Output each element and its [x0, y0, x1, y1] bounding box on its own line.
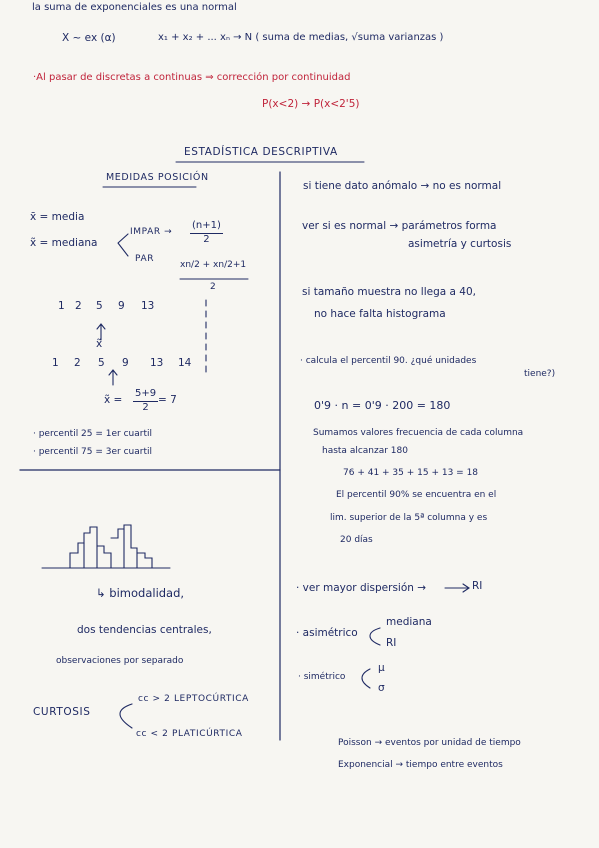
even-sample-value: 1	[52, 357, 59, 369]
even-sample-value: 9	[122, 357, 129, 369]
odd-sample-value: 9	[118, 300, 125, 312]
two-tendencies-note: dos tendencias centrales,	[77, 624, 212, 636]
bimodal-note: ↳ bimodalidad,	[96, 586, 185, 600]
anomalous-data-note: si tiene dato anómalo → no es normal	[303, 180, 502, 192]
page-heading: ESTADÍSTICA DESCRIPTIVA	[184, 146, 338, 158]
median-calc-den: 2	[142, 401, 149, 413]
media-definition: x̄ = media	[30, 211, 85, 223]
mediana-definition: x̃ = mediana	[30, 237, 98, 249]
percentil-90-result-1: El percentil 90% se encuentra en el	[336, 490, 497, 500]
histogram-sketch	[42, 525, 170, 568]
odd-sample-value: 13	[141, 300, 155, 312]
sum-frequencies-note: Sumamos valores frecuencia de cada columna	[313, 428, 524, 438]
even-sample-value: 14	[178, 357, 192, 369]
asymmetric-ri: RI	[386, 637, 397, 649]
red-note-probability: P(x<2) → P(x<2'5)	[262, 98, 360, 110]
median-calc-result: = 7	[158, 394, 177, 406]
subheading-medidas-posicion: MEDIDAS POSICIÓN	[106, 172, 209, 183]
normality-check-note: ver si es normal → parámetros forma	[302, 220, 497, 232]
impar-label: IMPAR →	[130, 227, 173, 237]
symmetric-sigma: σ	[378, 682, 385, 694]
impar-fraction-num: (n+1)	[190, 220, 223, 234]
odd-sample-value: 5	[96, 300, 103, 312]
even-sample-value: 5	[98, 357, 105, 369]
mediana-brace	[118, 234, 128, 256]
reach-180-note: hasta alcanzar 180	[322, 446, 408, 456]
red-note-continuity: ·Al pasar de discretas a continuas ⇒ corrección por continuidad	[33, 72, 351, 83]
median-marker-odd: x̃	[96, 338, 103, 350]
percentil-25-note: · percentil 25 = 1er cuartil	[33, 429, 152, 439]
percentil-75-note: · percentil 75 = 3er cuartil	[33, 447, 152, 457]
poisson-note: Poisson → eventos por unidad de tiempo	[338, 738, 521, 748]
percentil-90-calc: 0'9 · n = 0'9 · 200 = 180	[314, 399, 451, 412]
odd-sample-value: 1	[58, 300, 65, 312]
par-formula: xn/2 + xn/2+1	[180, 260, 247, 270]
asymmetric-label: · asimétrico	[296, 627, 358, 639]
top-note-sum-normal: x₁ + x₂ + ... xₙ → N ( suma de medias, √suma varianzas )	[158, 32, 444, 43]
median-calc-fraction	[133, 388, 158, 414]
sample-size-note: si tamaño muestra no llega a 40,	[302, 286, 476, 298]
asymmetric-mediana: mediana	[386, 616, 432, 628]
platicurtica-note: cc < 2 PLATICÚRTICA	[136, 729, 243, 739]
curtosis-label: CURTOSIS	[33, 706, 91, 718]
symmetric-mu: μ	[378, 662, 385, 674]
par-label: PAR	[135, 254, 155, 264]
leptocurtica-note: cc > 2 LEPTOCÚRTICA	[138, 694, 249, 704]
impar-fraction	[190, 220, 223, 246]
dispersion-ri: RI	[472, 580, 483, 592]
frequency-sum: 76 + 41 + 35 + 15 + 13 = 18	[343, 468, 479, 478]
impar-fraction-den: 2	[203, 233, 210, 245]
normality-shape-params: asimetría y curtosis	[408, 238, 512, 250]
median-calc-label: x̃ =	[104, 394, 123, 406]
dispersion-note: · ver mayor dispersión →	[296, 582, 427, 594]
median-calc-num: 5+9	[133, 388, 158, 402]
top-note-distribution: X ~ ex (α)	[62, 32, 116, 44]
percentil-90-units: tiene?)	[524, 369, 556, 379]
exponential-note: Exponencial → tiempo entre eventos	[338, 760, 503, 770]
percentil-90-result-3: 20 días	[340, 535, 373, 545]
histogram-not-needed-note: no hace falta histograma	[314, 308, 446, 320]
separate-observations-note: observaciones por separado	[56, 656, 184, 666]
percentil-90-question: · calcula el percentil 90. ¿qué unidades	[300, 356, 477, 366]
even-sample-value: 2	[74, 357, 81, 369]
odd-sample-value: 2	[75, 300, 82, 312]
percentil-90-result-2: lim. superior de la 5ª columna y es	[330, 513, 488, 523]
symmetric-label: · simétrico	[298, 672, 346, 682]
curtosis-brace	[120, 704, 132, 728]
even-sample-value: 13	[150, 357, 164, 369]
par-denominator: 2	[210, 282, 216, 292]
top-note-line1: la suma de exponenciales es una normal	[32, 2, 237, 13]
